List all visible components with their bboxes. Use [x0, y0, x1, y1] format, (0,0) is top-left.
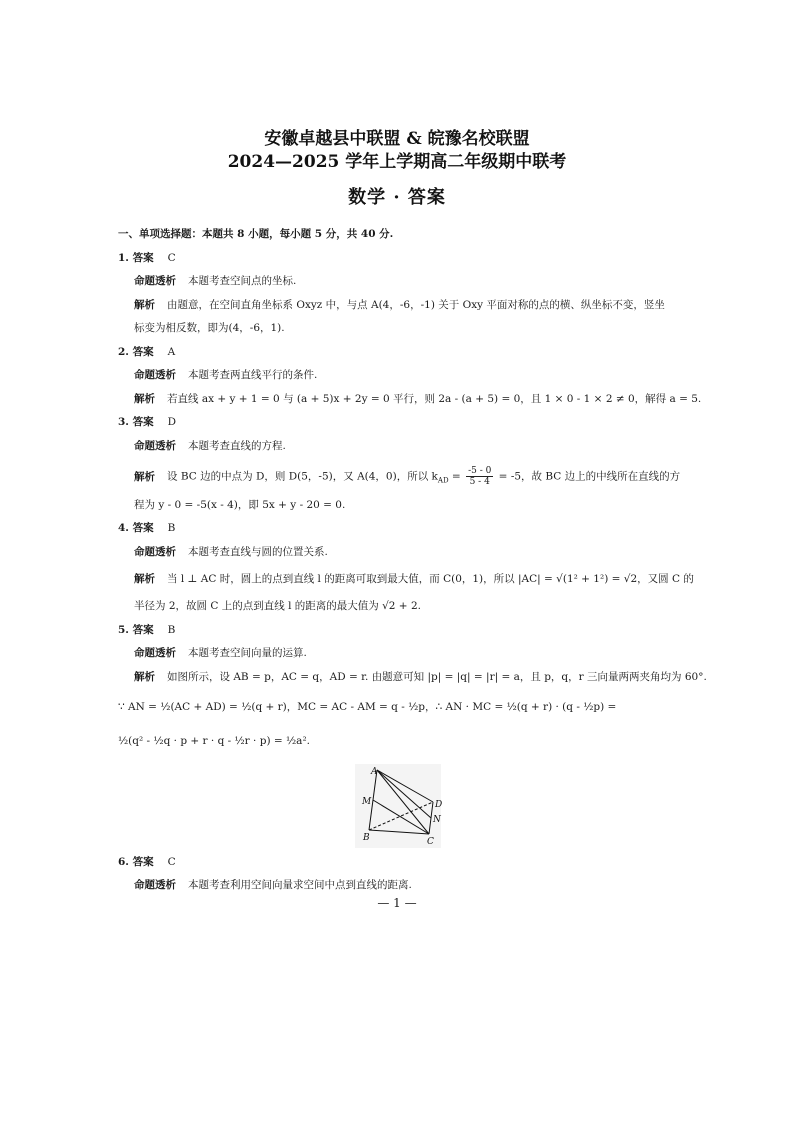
q4-solution-line-1: 当 l ⊥ AC 时，圆上的点到直线 l 的距离可取到最大值，而 C(0，1)，所以 |AC| = √(1² + 1²) = √2，又圆 C 的	[167, 573, 694, 585]
q3-equals: =	[448, 470, 465, 483]
page-number: — 1 —	[377, 896, 417, 910]
q3-fraction-numerator: -5 - 0	[468, 466, 492, 476]
q2-number: 2.	[118, 346, 129, 358]
answer-label: 答案	[132, 522, 154, 534]
q1-solution	[134, 298, 665, 312]
q3-intro-text: 本题考查直线的方程.	[188, 440, 286, 452]
answer-label: 答案	[132, 416, 154, 428]
q4-intro-text: 本题考查直线与圆的位置关系.	[188, 546, 328, 558]
q5-solution-line-1: 如图所示，设 AB = p，AC = q，AD = r. 由题意可知 |p| = |q| = |r| = a，且 p，q，r 三向量两两夹角均为 60°.	[167, 671, 707, 683]
intro-label: 命题透析	[134, 647, 176, 659]
q1-intro	[134, 274, 296, 288]
q6-intro-text: 本题考查利用空间向量求空间中点到直线的距离.	[188, 879, 412, 891]
q2-answer	[118, 345, 175, 359]
q3-intro	[134, 439, 286, 453]
q3-solution-part-a: 设 BC 边的中点为 D，则 D(5，-5)，又 A(4，0)，所以 k	[167, 470, 438, 483]
q1-answer	[118, 251, 176, 265]
answer-label: 答案	[132, 252, 154, 264]
q3-solution	[134, 466, 680, 488]
label-m: M	[362, 797, 372, 807]
q5-answer-value: B	[167, 624, 176, 636]
q2-intro	[134, 368, 317, 382]
intro-label: 命题透析	[134, 440, 176, 452]
solution-label: 解析	[134, 299, 155, 311]
label-n: N	[433, 815, 441, 825]
section-heading: 一、单项选择题：本题共 8 小题，每小题 5 分，共 40 分.	[118, 228, 394, 240]
q6-answer-value: C	[167, 856, 176, 868]
q3-fraction-denominator: 5 - 4	[469, 477, 490, 487]
title-line-3: 数学 · 答案	[348, 187, 446, 208]
q5-number: 5.	[118, 624, 129, 636]
q1-answer-value: C	[167, 252, 176, 264]
q6-intro	[134, 878, 412, 892]
q3-answer	[118, 415, 176, 429]
solution-label: 解析	[134, 393, 155, 405]
intro-label: 命题透析	[134, 275, 176, 287]
q4-solution	[134, 572, 694, 586]
q5-intro-text: 本题考查空间向量的运算.	[188, 647, 307, 659]
q4-number: 4.	[118, 522, 129, 534]
q2-solution	[134, 392, 701, 406]
label-b: B	[363, 833, 370, 843]
title-line-2: 2024—2025 学年上学期高二年级期中联考	[227, 152, 567, 172]
label-a: A	[371, 767, 378, 777]
answer-label: 答案	[132, 346, 154, 358]
q1-number: 1.	[118, 252, 129, 264]
q6-number: 6.	[118, 856, 129, 868]
q5-solution-line-3: ½(q² - ½q · p + r · q - ½r · p) = ½a².	[118, 735, 310, 747]
q6-answer	[118, 855, 176, 869]
label-d: D	[435, 800, 443, 810]
q5-answer	[118, 623, 175, 637]
q5-solution	[134, 670, 707, 684]
q1-solution-line-1: 由题意，在空间直角坐标系 Oxyz 中，与点 A(4，-6，-1) 关于 Oxy 平面对称的点的横、纵坐标不变，竖坐	[167, 299, 665, 311]
q3-solution-line-2: 程为 y - 0 = -5(x - 4)，即 5x + y - 20 = 0.	[134, 499, 346, 511]
q4-intro	[134, 545, 328, 559]
solution-label: 解析	[134, 573, 155, 585]
tetrahedron-figure	[355, 764, 441, 848]
q3-answer-value: D	[167, 416, 177, 428]
solution-label: 解析	[134, 671, 155, 683]
intro-label: 命题透析	[134, 546, 176, 558]
q4-answer	[118, 521, 175, 535]
q3-solution-part-b: = -5，故 BC 边上的中线所在直线的方	[495, 470, 681, 483]
q3-number: 3.	[118, 416, 129, 428]
intro-label: 命题透析	[134, 879, 176, 891]
solution-label: 解析	[134, 470, 155, 483]
q2-solution-line-1: 若直线 ax + y + 1 = 0 与 (a + 5)x + 2y = 0 平行，则 2a - (a + 5) = 0，且 1 × 0 - 1 × 2 ≠ 0，解得 a = 5.	[167, 393, 702, 405]
q1-intro-text: 本题考查空间点的坐标.	[188, 275, 297, 287]
intro-label: 命题透析	[134, 369, 176, 381]
q2-answer-value: A	[167, 346, 176, 358]
q1-solution-line-2: 标变为相反数，即为(4，-6，1).	[134, 322, 285, 334]
q3-fraction	[466, 466, 493, 487]
q5-intro	[134, 646, 307, 660]
q4-solution-line-2: 半径为 2，故圆 C 上的点到直线 l 的距离的最大值为 √2 + 2.	[134, 600, 421, 612]
title-line-1: 安徽卓越县中联盟 & 皖豫名校联盟	[264, 129, 530, 149]
answer-label: 答案	[132, 856, 154, 868]
q2-intro-text: 本题考查两直线平行的条件.	[188, 369, 318, 381]
q5-solution-line-2: ∵ AN = ½(AC + AD) = ½(q + r)，MC = AC - AM = q - ½p，∴ AN · MC = ½(q + r) · (q - ½p) =	[118, 701, 617, 713]
q3-slope-subscript: AD	[437, 476, 449, 485]
label-c: C	[427, 837, 434, 847]
answer-label: 答案	[132, 624, 154, 636]
q4-answer-value: B	[167, 522, 176, 534]
